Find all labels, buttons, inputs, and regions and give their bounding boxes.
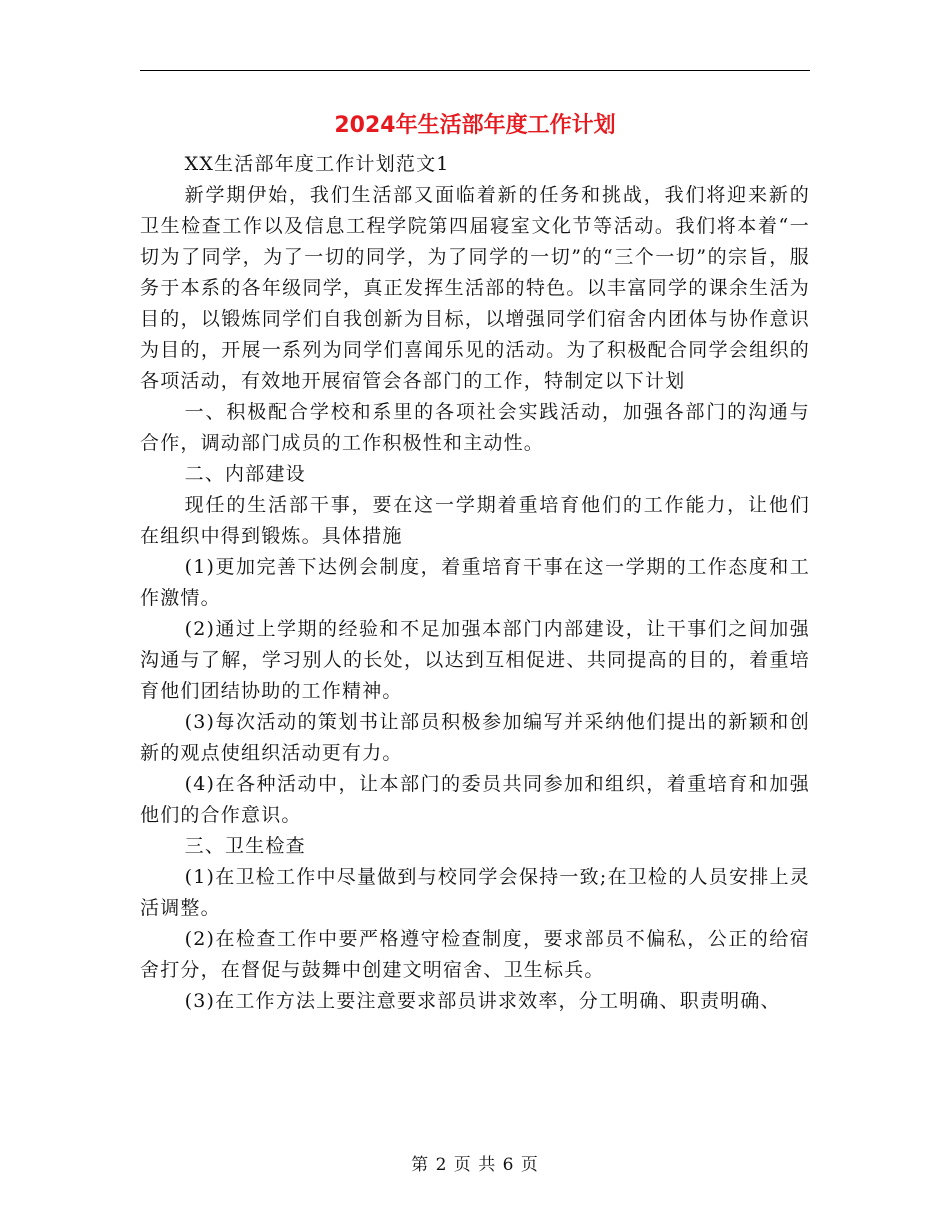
header-rule [140,70,810,71]
section-heading-hygiene: 三、卫生检查 [184,835,306,857]
paragraph-section-1: 一、积极配合学校和系里的各项社会实践活动，加强各部门的沟通与合作，调动部门成员的工作积极性和主动性。 [140,401,810,454]
paragraph-subtitle: XX生活部年度工作计划范文1 [184,153,450,175]
list-item-internal-4: (4)在各种活动中，让本部门的委员共同参加和组织，着重培育和加强他们的合作意识。 [140,773,810,826]
document-body [140,149,810,1017]
list-item-hygiene-3: (3)在工作方法上要注意要求部员讲求效率，分工明确、职责明确、 [184,990,781,1012]
list-item-hygiene-2: (2)在检查工作中要严格遵守检查制度，要求部员不偏私，公正的给宿舍打分，在督促与鼓舞中创建文明宿舍、卫生标兵。 [140,928,810,981]
paragraph-internal-intro: 现任的生活部干事，要在这一学期着重培育他们的工作能力，让他们在组织中得到锻炼。具体措施 [140,494,810,547]
list-item-internal-3: (3)每次活动的策划书让部员积极参加编写并采纳他们提出的新颖和创新的观点使组织活动更有力。 [140,711,810,764]
page-indicator: 第 2 页 共 6 页 [411,1155,539,1175]
section-heading-internal: 二、内部建设 [184,463,306,485]
paragraph-intro: 新学期伊始，我们生活部又面临着新的任务和挑战，我们将迎来新的卫生检查工作以及信息工程学院第四届寝室文化节等活动。我们将本着“一切为了同学，为了一切的同学，为了同学的一切”的“三个一切”的宗旨，服务于本系的各年级同学，真正发挥生活部的特色。以丰富同学的课余生活为目的，以锻炼同学们自我创新为目标，以增强同学们宿舍内团体与协作意识为目的，开展一系列为同学们喜闻乐见的活动。为了积极配合同学会组织的各项活动，有效地开展宿管会各部门的工作，特制定以下计划 [140,184,810,392]
document-title: 2024年生活部年度工作计划 [334,113,616,138]
list-item-hygiene-1: (1)在卫检工作中尽量做到与校同学会保持一致;在卫检的人员安排上灵活调整。 [140,866,810,919]
list-item-internal-2: (2)通过上学期的经验和不足加强本部门内部建设，让干事们之间加强沟通与了解，学习别人的长处，以达到互相促进、共同提高的目的，着重培育他们团结协助的工作精神。 [140,618,810,702]
list-item-internal-1: (1)更加完善下达例会制度，着重培育干事在这一学期的工作态度和工作激情。 [140,556,810,609]
